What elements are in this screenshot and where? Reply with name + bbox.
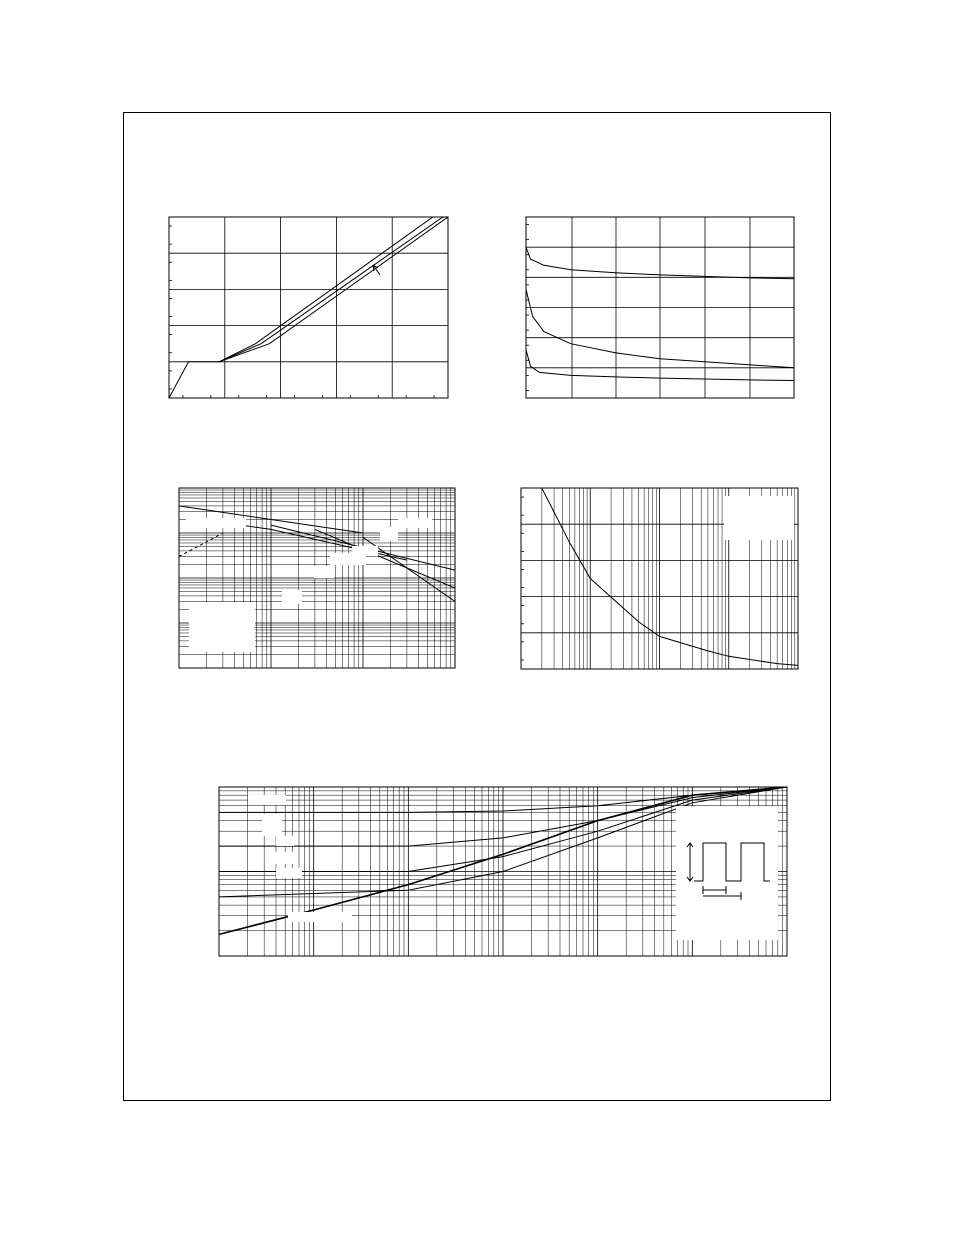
chart-5-label-box (276, 836, 294, 846)
chart-3-label-box (380, 527, 398, 541)
chart-3-label-box (398, 518, 432, 528)
chart-1-plot (169, 206, 448, 398)
chart-5-label-box (288, 912, 352, 922)
chart-3-label-box (314, 566, 334, 578)
series-line-1 (169, 217, 448, 398)
chart-5-label-box (248, 795, 286, 805)
chart-3-label-box (282, 590, 302, 604)
series-line-6 (179, 533, 223, 557)
chart-4-legend-box (724, 496, 794, 540)
chart-2-plot (526, 217, 794, 398)
chart-4-label-boxes (724, 496, 794, 540)
chart-3-legend-box (189, 602, 255, 652)
series-line-3 (219, 206, 448, 362)
chart-5-label-box (270, 852, 294, 864)
chart-5-inset-box (676, 806, 778, 940)
chart-3-label-box (186, 518, 246, 528)
plot-area-border (169, 217, 448, 398)
chart-3-label-box (330, 553, 366, 565)
chart-5-label-box (262, 814, 282, 836)
chart-5-label-box (276, 868, 302, 878)
